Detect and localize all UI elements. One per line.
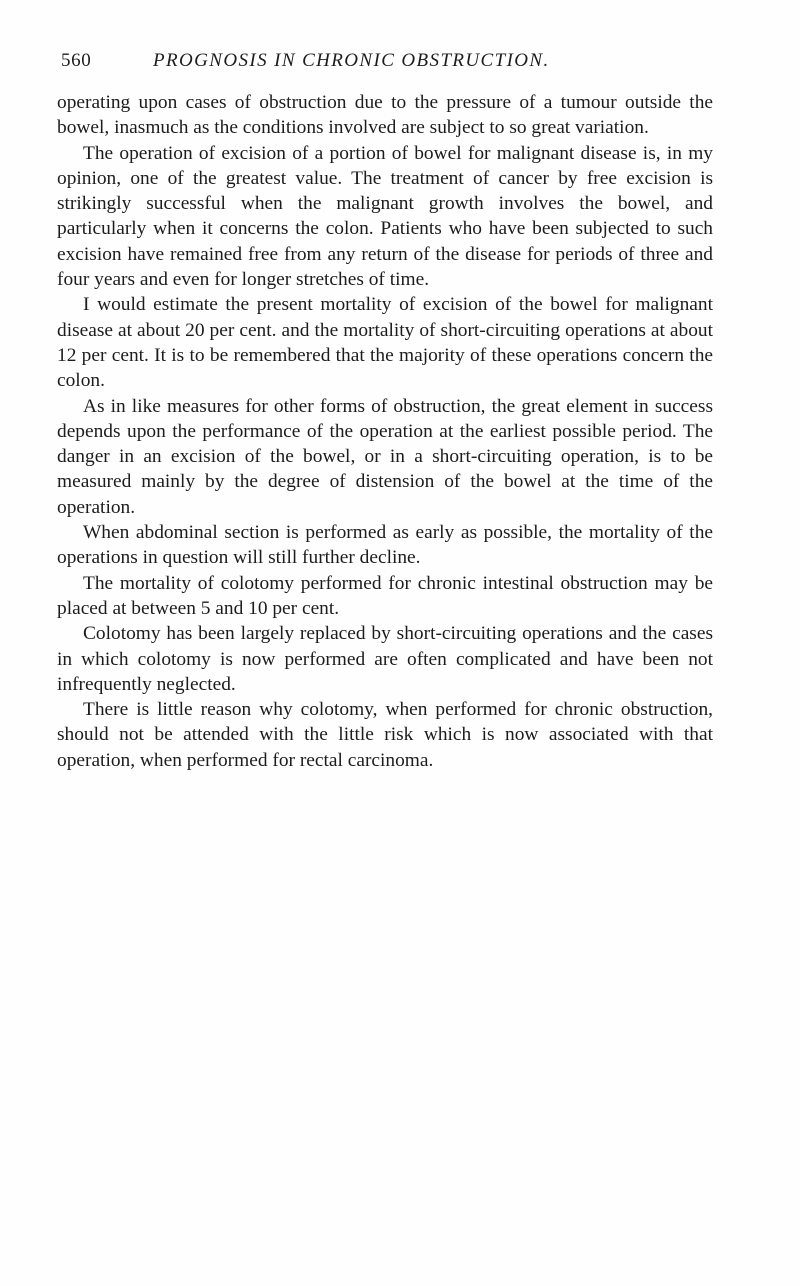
- paragraph-excision-value: The operation of excision of a portion of bowel for malignant disease is, in my opinion, one of the greatest value. The treatment of cancer by free excision is strikingly successful when the malignant growth involves the bowel, and particularly when it concerns the colon. Patients who have been subjected to such excision have remained free from any return of the disease for periods of three and four years and even for longer stretches of time.: [57, 142, 713, 291]
- paragraph-colotomy-risk: There is little reason why colotomy, when performed for chronic obstruction, should not be attended with the little risk which is now associated with that operation, when performed for rectal carcinoma.: [57, 699, 713, 771]
- running-title: PROGNOSIS IN CHRONIC OBSTRUCTION.: [153, 50, 550, 71]
- running-head: [61, 50, 721, 74]
- page-number: 560: [61, 50, 92, 71]
- body-text: [57, 90, 713, 773]
- paragraph-colotomy-replaced: Colotomy has been largely replaced by short-circuiting operations and the cases in which colotomy is now performed are often complicated and have been not infrequently neglected.: [57, 623, 713, 695]
- book-page: [57, 0, 747, 1286]
- paragraph-mortality-estimate: I would estimate the present mortality of excision of the bowel for malignant disease at about 20 per cent. and the mortality of short-circuiting operations at about 12 per cent. It is to be remembered that the majority of these operations concern the colon.: [57, 294, 713, 392]
- paragraph-early-operation: As in like measures for other forms of obstruction, the great element in success depends upon the performance of the operation at the earliest possible period. The danger in an excision of the bowel, or in a short-circuiting operation, is to be measured mainly by the degree of distension of the bowel at the time of the operation.: [57, 395, 713, 518]
- paragraph-continued: operating upon cases of obstruction due to the pressure of a tumour outside the bowel, inasmuch as the conditions involved are subject to so great variation.: [57, 92, 713, 139]
- paragraph-colotomy-mortality: The mortality of colotomy performed for chronic intestinal obstruction may be placed at between 5 and 10 per cent.: [57, 572, 713, 619]
- paragraph-abdominal-section: When abdominal section is performed as early as possible, the mortality of the operations in question will still further decline.: [57, 522, 713, 569]
